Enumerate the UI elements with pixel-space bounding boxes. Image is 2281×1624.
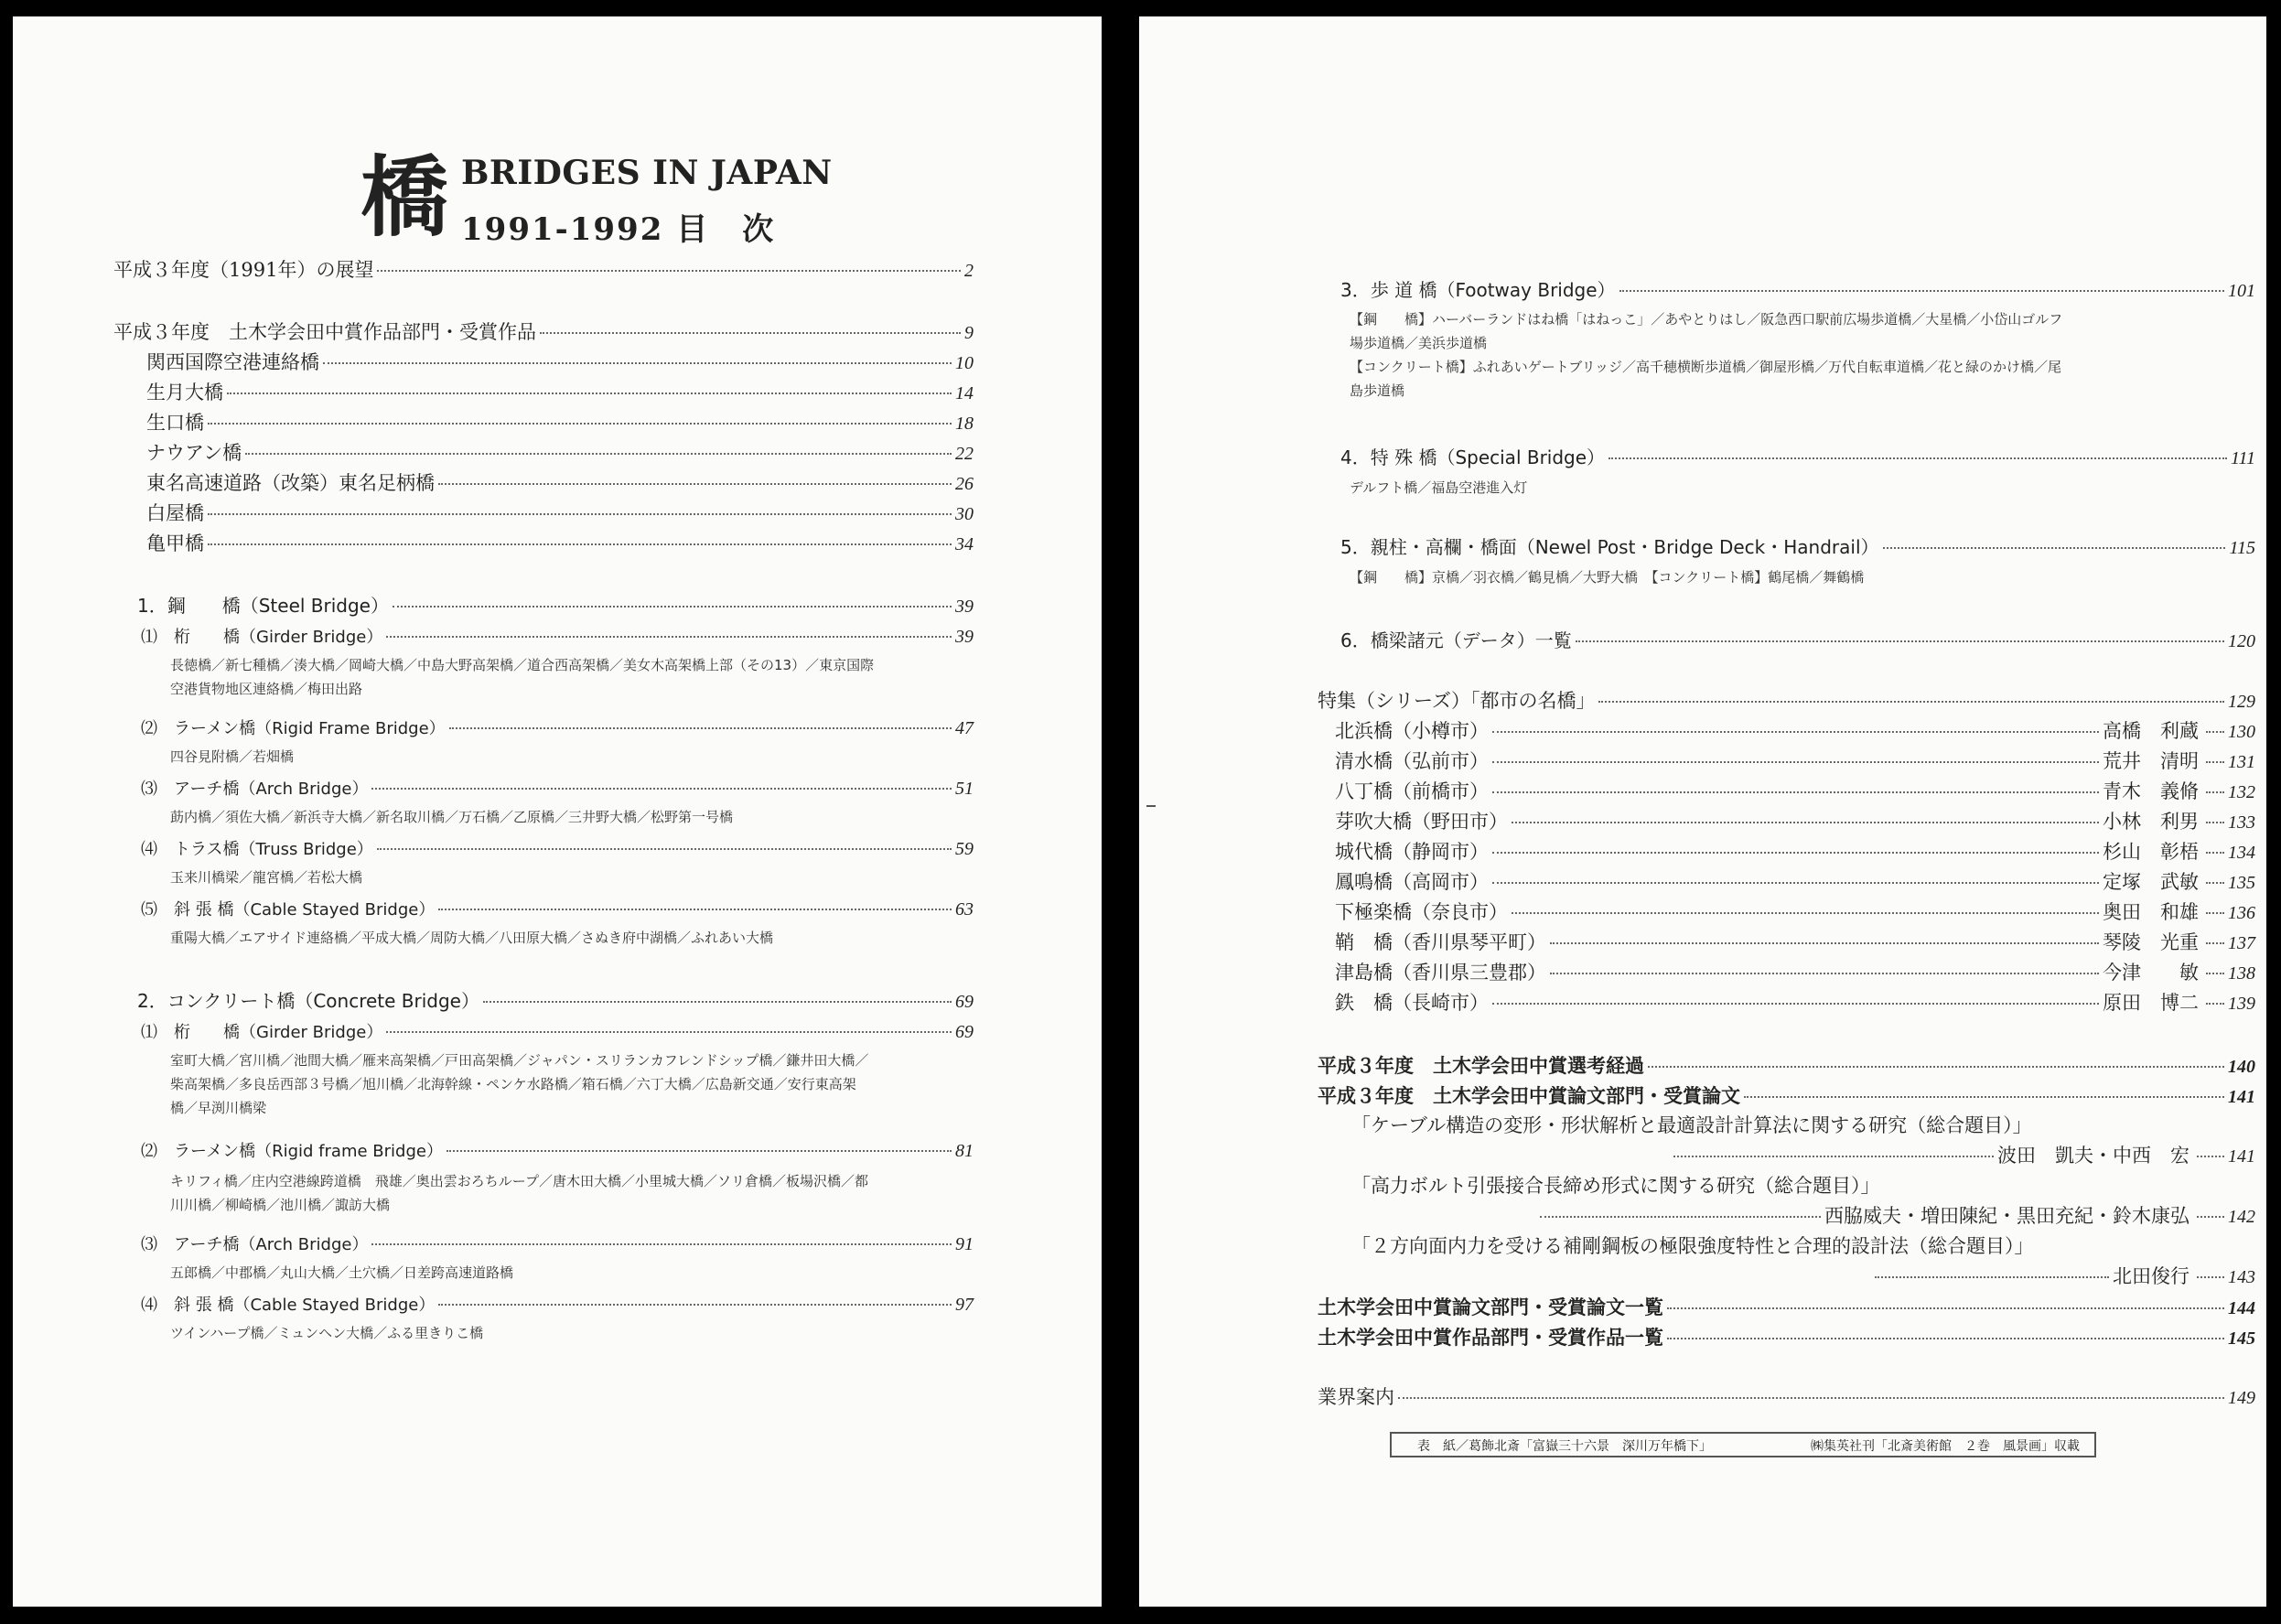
bridge-list: 重陽大橋／エアサイド連絡橋／平成大橋／周防大橋／八田原大橋／さぬき府中湖橋／ふれあい大橋 [170, 930, 773, 946]
right-page [1139, 16, 2266, 1607]
cover-source: ㈱集英社刊「北斎美術館 ２巻 風景画」収載 [1811, 1439, 2080, 1454]
toc-entry[interactable]: ⑵ ラーメン橋（Rigid Frame Bridge） 47 [141, 718, 974, 738]
toc-entry[interactable]: ⑸ 斜 張 橋（Cable Stayed Bridge） 63 [141, 899, 974, 920]
series-row[interactable]: 城代橋（静岡市） 杉山 彰梧 134 [1335, 841, 2255, 863]
bridge-list: 五郎橋／中郡橋／丸山大橋／土穴橋／日差跨高速道路橋 [170, 1264, 514, 1281]
bridge-list: デルフト橋／福島空港進入灯 [1350, 479, 1528, 496]
toc-entry[interactable]: 生口橋 18 [146, 412, 974, 434]
toc-entry[interactable]: 特集（シリーズ）「都市の名橋」 129 [1318, 690, 2255, 712]
title-subtitle: 1991-1992 目 次 [461, 211, 776, 248]
series-row[interactable]: 津島橋（香川県三豊郡） 今津 敏 138 [1335, 962, 2255, 984]
series-row[interactable]: 芽吹大橋（野田市） 小林 利男 133 [1335, 811, 2255, 833]
toc-entry[interactable]: 東名高速道路（改築）東名足柄橋 26 [146, 472, 974, 494]
paper-title: 「高力ボルト引張接合長締め形式に関する研究（総合題目）」 [1351, 1175, 1880, 1197]
margin-mark [1146, 805, 1156, 807]
series-row[interactable]: 鳳鳴橋（高岡市） 定塚 武敏 135 [1335, 871, 2255, 893]
toc-entry[interactable]: 生月大橋 14 [146, 382, 974, 403]
toc-entry[interactable]: ⑴ 桁 橋（Girder Bridge） 69 [141, 1022, 974, 1042]
paper-title: 「ケーブル構造の変形・形状解析と最適設計計算法に関する研究（総合題目）」 [1351, 1114, 2032, 1136]
toc-entry[interactable]: ナウアン橋 22 [146, 442, 974, 464]
toc-entry[interactable]: 5．親柱・高欄・橋面（Newel Post・Bridge Deck・Handrail） 115 [1340, 536, 2255, 558]
toc-entry[interactable]: ⑴ 桁 橋（Girder Bridge） 39 [141, 627, 974, 647]
bridge-list: 莇内橋／須佐大橋／新浜寺大橋／新名取川橋／万石橋／乙原橋／三井野大橋／松野第一号橋 [170, 809, 734, 825]
bridge-list: 【鋼 橋】ハーバーランドはね橋「はねっこ」／あやとりはし／阪急西口駅前広場歩道橋／大星橋／小岱山ゴルフ 場歩道橋／美浜歩道橋 【コンクリート橋】ふれあいゲートブリッジ／高千穂横断歩道橋／御屋形橋／万代自転車道橋／花と緑のかけ橋／尾 島歩道橋 [1350, 311, 2063, 399]
toc-entry[interactable]: 3．歩 道 橋（Footway Bridge） 101 [1340, 279, 2255, 301]
toc-entry[interactable]: 土木学会田中賞作品部門・受賞作品一覧 145 [1318, 1326, 2255, 1349]
toc-entry[interactable]: 1．鋼 橋（Steel Bridge） 39 [137, 595, 974, 617]
toc-entry[interactable]: ⑶ アーチ橋（Arch Bridge） 51 [141, 779, 974, 799]
toc-entry[interactable]: 関西国際空港連絡橋 10 [146, 351, 974, 373]
paper-author-line[interactable]: 北田俊行 143 [1871, 1265, 2255, 1288]
bridge-list: 長徳橋／新七種橋／湊大橋／岡崎大橋／中島大野高架橋／道合西高架橋／美女木高架橋上部（その13）／東京国際 空港貨物地区連絡橋／梅田出路 [170, 657, 875, 697]
toc-entry[interactable]: ⑵ ラーメン橋（Rigid frame Bridge） 81 [141, 1141, 974, 1161]
toc-entry[interactable]: 2．コンクリート橋（Concrete Bridge） 69 [137, 990, 974, 1012]
cover-credit-box [1390, 1432, 2096, 1457]
toc-entry[interactable]: 平成３年度 土木学会田中賞選考経過 140 [1318, 1054, 2255, 1077]
paper-author-line[interactable]: 波田 凱夫・中西 宏 141 [1670, 1145, 2255, 1167]
series-row[interactable]: 鞘 橋（香川県琴平町） 琴陵 光重 137 [1335, 931, 2255, 953]
series-row[interactable]: 鉄 橋（長崎市） 原田 博二 139 [1335, 992, 2255, 1014]
toc-entry[interactable]: 土木学会田中賞論文部門・受賞論文一覧 144 [1318, 1296, 2255, 1318]
bridge-list: 室町大橋／宮川橋／池間大橋／雁来高架橋／戸田高架橋／ジャパン・スリランカフレンドシップ橋／鎌井田大橋／ 柴高架橋／多良岳西部３号橋／旭川橋／北海幹線・ペンケ水路橋／箱石橋／六丁大橋／広島新交通／安行東高架 橋／早渕川橋梁 [170, 1052, 869, 1116]
toc-entry[interactable]: ⑷ 斜 張 橋（Cable Stayed Bridge） 97 [141, 1295, 974, 1315]
toc-entry[interactable]: 4．特 殊 橋（Special Bridge） 111 [1340, 446, 2255, 468]
title-kanji: 橋 [360, 145, 448, 249]
toc-entry[interactable]: 6．橋梁諸元（データ）一覧 120 [1340, 629, 2255, 651]
paper-title: 「２方向面内力を受ける補剛鋼板の極限強度特性と合理的設計法（総合題目）」 [1351, 1235, 2034, 1257]
bridge-list: ツインハープ橋／ミュンヘン大橋／ふる里きりこ橋 [170, 1325, 484, 1341]
bridge-list: キリフィ橋／庄内空港線跨道橋 飛雄／奥出雲おろちループ／唐木田大橋／小里城大橋／ソリ倉橋／板場沢橋／都 川川橋／柳崎橋／池川橋／諏訪大橋 [170, 1173, 869, 1213]
series-row[interactable]: 清水橋（弘前市） 荒井 清明 131 [1335, 750, 2255, 772]
bridge-list: 四谷見附橋／若畑橋 [170, 748, 295, 765]
bridge-list: 【鋼 橋】京橋／羽衣橋／鶴見橋／大野大橋 【コンクリート橋】鶴尾橋／舞鶴橋 [1350, 569, 1865, 586]
toc-entry[interactable]: ⑶ アーチ橋（Arch Bridge） 91 [141, 1234, 974, 1254]
toc-entry[interactable]: ⑷ トラス橋（Truss Bridge） 59 [141, 839, 974, 859]
toc-entry[interactable]: 平成３年度 土木学会田中賞作品部門・受賞作品 9 [113, 321, 974, 343]
series-row[interactable]: 八丁橋（前橋市） 青木 義脩 132 [1335, 780, 2255, 802]
toc-entry[interactable]: 平成３年度 土木学会田中賞論文部門・受賞論文 141 [1318, 1084, 2255, 1107]
toc-entry[interactable]: 平成３年度（1991年）の展望 2 [113, 259, 974, 281]
toc-entry[interactable]: 業界案内 149 [1318, 1386, 2255, 1408]
paper-author-line[interactable]: 西脇威夫・増田陳紀・黒田充紀・鈴木康弘 142 [1536, 1205, 2255, 1228]
bridge-list: 玉来川橋梁／龍宮橋／若松大橋 [170, 869, 363, 886]
series-row[interactable]: 北浜橋（小樽市） 高橋 利蔵 130 [1335, 720, 2255, 742]
toc-entry[interactable]: 亀甲橋 34 [146, 532, 974, 554]
left-page [13, 16, 1102, 1607]
series-row[interactable]: 下極楽橋（奈良市） 奥田 和雄 136 [1335, 901, 2255, 923]
toc-entry[interactable]: 白屋橋 30 [146, 502, 974, 524]
cover-credit: 表 紙／葛飾北斎「富嶽三十六景 深川万年橋下」 [1417, 1439, 1712, 1454]
title-english: BRIDGES IN JAPAN [461, 154, 833, 192]
